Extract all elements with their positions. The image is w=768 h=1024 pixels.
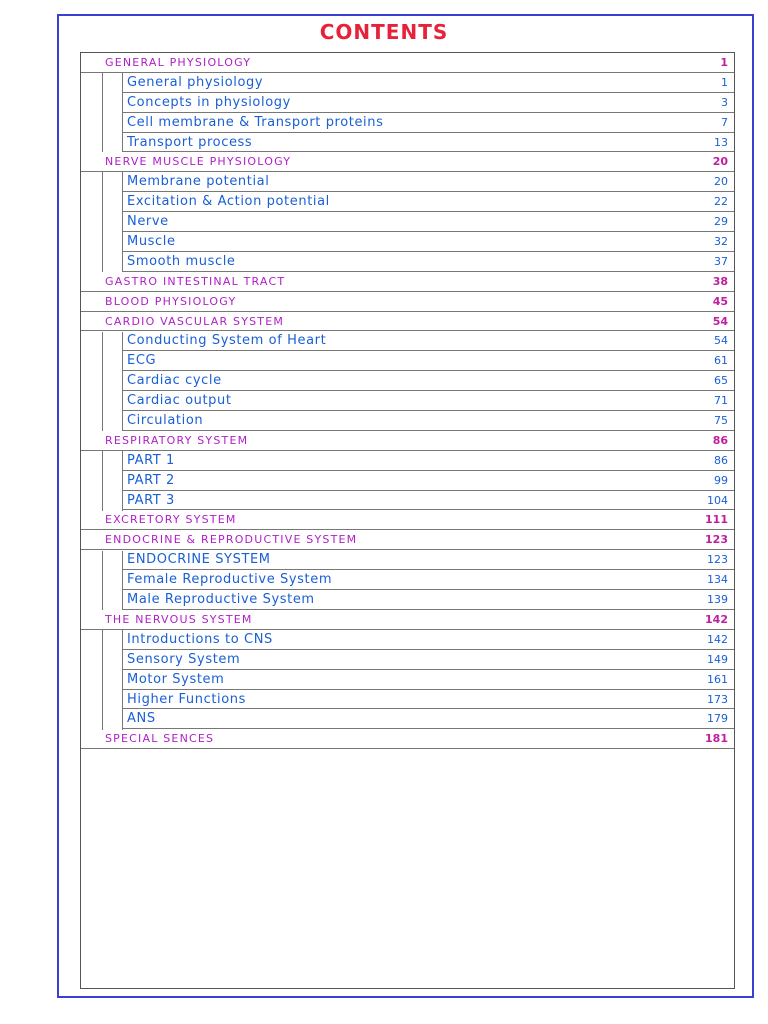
indent-divider [102,451,103,511]
toc-subtopic-row [123,451,734,471]
chapter-title: BLOOD PHYSIOLOGY [105,294,237,308]
page-number: 86 [712,433,728,447]
toc-subtopic-row [123,371,734,391]
indent-divider [122,332,123,432]
subtopic-title: Conducting System of Heart [127,333,327,349]
toc-subtopic-row [123,232,734,252]
indent-divider [102,73,103,153]
toc-subtopic-row [123,172,734,192]
toc-subtopic-row [123,73,734,93]
toc-subtopic-row [123,192,734,212]
page-number: 1 [721,75,728,89]
indent-divider [102,172,103,272]
subtopic-title: Sensory System [127,651,241,667]
chapter-title: ENDOCRINE & REPRODUCTIVE SYSTEM [105,533,358,547]
subtopic-title: Cardiac cycle [127,373,222,389]
chapter-title: THE NERVOUS SYSTEM [105,612,253,626]
indent-divider [102,332,103,432]
page-number: 134 [707,573,728,587]
page-number: 111 [705,513,728,527]
subtopic-title: PART 2 [127,472,175,488]
toc-subtopic-row [123,471,734,491]
toc-chapter-row [81,431,734,451]
toc-chapter-row [81,292,734,312]
subtopic-title: Cardiac output [127,393,232,409]
toc-subtopic-row [123,113,734,133]
page-number: 20 [712,155,728,169]
chapter-title: EXCRETORY SYSTEM [105,513,237,527]
page-number: 54 [714,334,728,348]
subtopic-title: ECG [127,353,157,369]
toc-chapter-row [81,272,734,292]
toc-subtopic-row [123,331,734,351]
page-number: 71 [714,394,728,408]
indent-divider [122,630,123,730]
toc-subtopic-row [123,590,734,610]
indent-divider [122,551,123,611]
indent-divider [102,551,103,611]
subtopic-title: Concepts in physiology [127,94,291,110]
toc-subtopic-row [123,491,734,511]
page-number: 142 [705,612,728,626]
subtopic-title: Female Reproductive System [127,572,333,588]
toc-subtopic-row [123,411,734,431]
toc-chapter-row [81,312,734,332]
page-title: CONTENTS [319,20,449,44]
toc-chapter-row [81,53,734,73]
subtopic-title: ENDOCRINE SYSTEM [127,552,271,568]
page-number: 1 [720,56,728,69]
chapter-title: GENERAL PHYSIOLOGY [105,56,252,69]
page-number: 37 [714,254,728,268]
page-number: 54 [712,314,728,328]
toc-subtopic-row [123,351,734,371]
subtopic-title: Introductions to CNS [127,631,273,647]
toc-subtopic-row [123,550,734,570]
page-number: 142 [707,632,728,646]
page-number: 179 [707,712,728,726]
toc-chapter-row [81,729,734,749]
subtopic-title: PART 1 [127,452,175,468]
contents-table [80,52,735,989]
page-number: 104 [707,493,728,507]
toc-subtopic-row [123,570,734,590]
chapter-title: NERVE MUSCLE PHYSIOLOGY [105,155,292,169]
subtopic-title: Smooth muscle [127,253,236,269]
subtopic-title: Male Reproductive System [127,592,315,608]
toc-subtopic-row [123,670,734,690]
page-number: 32 [714,235,728,249]
page-number: 61 [714,354,728,368]
page-number: 123 [705,533,728,547]
subtopic-title: Higher Functions [127,691,247,707]
subtopic-title: Transport process [127,134,253,150]
page-number: 161 [707,672,728,686]
toc-chapter-row [81,530,734,550]
subtopic-title: General physiology [127,74,264,90]
chapter-title: CARDIO VASCULAR SYSTEM [105,314,285,328]
toc-subtopic-row [123,690,734,710]
toc-subtopic-row [123,212,734,232]
chapter-title: GASTRO INTESTINAL TRACT [105,274,286,288]
page-number: 3 [721,95,728,109]
subtopic-title: Membrane potential [127,174,270,190]
toc-subtopic-row [123,93,734,113]
indent-divider [102,630,103,730]
toc-list [81,53,734,749]
page-number: 99 [714,473,728,487]
subtopic-title: Circulation [127,413,204,429]
page-number: 75 [714,414,728,428]
subtopic-title: Nerve [127,214,169,230]
page-number: 139 [707,593,728,607]
subtopic-title: ANS [127,711,156,727]
page-number: 181 [705,732,728,746]
subtopic-title: Motor System [127,671,225,687]
indent-divider [122,73,123,153]
chapter-title: RESPIRATORY SYSTEM [105,433,249,447]
page-number: 13 [714,135,728,149]
page-number: 149 [707,652,728,666]
page-number: 45 [712,294,728,308]
subtopic-title: Cell membrane & Transport proteins [127,114,384,130]
page-number: 20 [714,175,728,189]
page-number: 86 [714,453,728,467]
toc-subtopic-row [123,252,734,272]
page-number: 7 [721,115,728,129]
page-number: 29 [714,215,728,229]
page-number: 65 [714,374,728,388]
toc-subtopic-row [123,709,734,729]
subtopic-title: PART 3 [127,492,175,508]
toc-subtopic-row [123,133,734,153]
indent-divider [122,172,123,272]
toc-chapter-row [81,610,734,630]
page-number: 38 [712,274,728,288]
toc-chapter-row [81,152,734,172]
indent-divider [122,451,123,511]
subtopic-title: Excitation & Action potential [127,194,330,210]
toc-chapter-row [81,510,734,530]
toc-subtopic-row [123,630,734,650]
toc-subtopic-row [123,650,734,670]
page-number: 22 [714,195,728,209]
page-number: 173 [707,692,728,706]
page-number: 123 [707,553,728,567]
chapter-title: SPECIAL SENCES [105,732,215,746]
toc-subtopic-row [123,391,734,411]
subtopic-title: Muscle [127,234,176,250]
